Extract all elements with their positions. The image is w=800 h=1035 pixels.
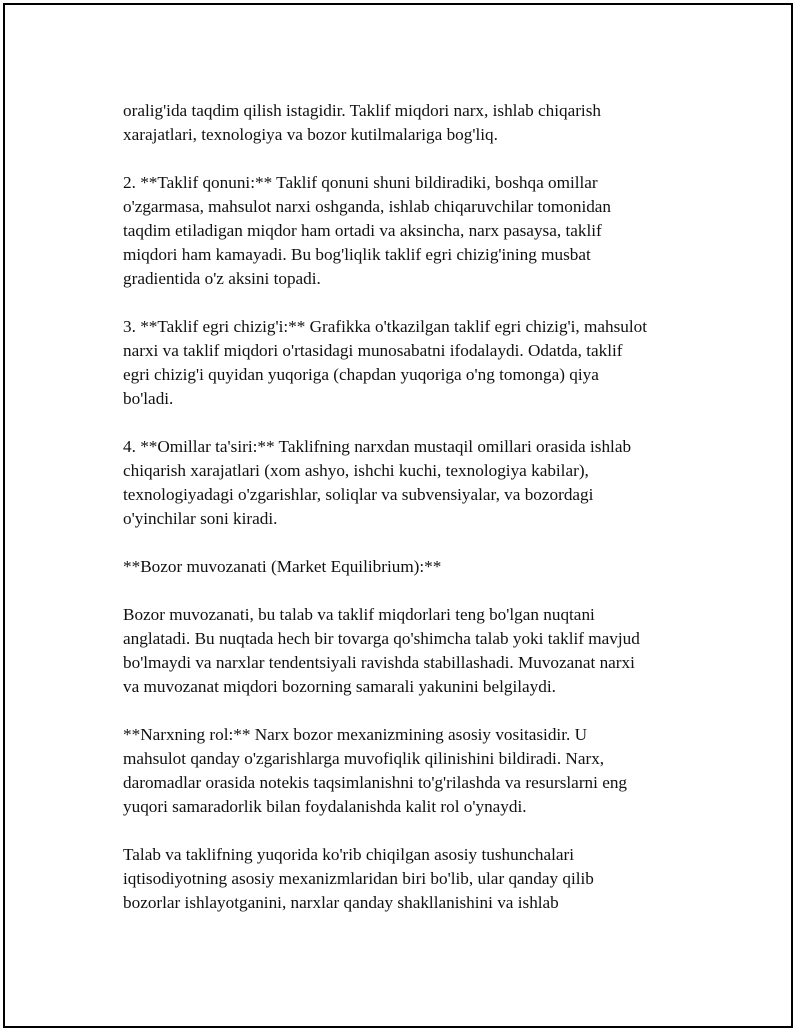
page-frame — [3, 3, 793, 1028]
text-line: yuqori samaradorlik bilan foydalanishda kalit rol o'ynaydi. — [123, 797, 527, 816]
text-line: miqdori ham kamayadi. Bu bog'liqlik taklif egri chizig'ining musbat — [123, 245, 591, 264]
paragraph — [123, 843, 723, 915]
paragraph — [123, 435, 723, 531]
paragraph — [123, 315, 723, 411]
paragraph — [123, 603, 723, 699]
text-line: Talab va taklifning yuqorida ko'rib chiqilgan asosiy tushunchalari — [123, 845, 575, 864]
text-line: mahsulot qanday o'zgarishlarga muvofiqlik qilinishini bildiradi. Narx, — [123, 749, 605, 768]
paragraph-gap — [123, 291, 723, 315]
section-heading — [123, 555, 723, 579]
paragraph-gap — [123, 579, 723, 603]
text-line: texnologiyadagi o'zgarishlar, soliqlar va subvensiyalar, va bozordagi — [123, 485, 594, 504]
text-line: chiqarish xarajatlari (xom ashyo, ishchi kuchi, texnologiya kabilar), — [123, 461, 589, 480]
text-line: anglatadi. Bu nuqtada hech bir tovarga qo'shimcha talab yoki taklif mavjud — [123, 629, 640, 648]
text-line: daromadlar orasida notekis taqsimlanishni to'g'rilashda va resurslarni eng — [123, 773, 628, 792]
text-line: o'yinchilar soni kiradi. — [123, 509, 278, 528]
text-line: 2. **Taklif qonuni:** Taklif qonuni shuni bildiradiki, boshqa omillar — [123, 173, 598, 192]
paragraph — [123, 171, 723, 291]
text-line: 3. **Taklif egri chizig'i:** Grafikka o'tkazilgan taklif egri chizig'i, mahsulot — [123, 317, 648, 336]
text-line: Bozor muvozanati, bu talab va taklif miqdorlari teng bo'lgan nuqtani — [123, 605, 595, 624]
paragraph-gap — [123, 531, 723, 555]
text-line: narxi va taklif miqdori o'rtasidagi munosabatni ifodalaydi. Odatda, taklif — [123, 341, 623, 360]
paragraph-gap — [123, 411, 723, 435]
paragraph — [123, 99, 723, 147]
paragraph — [123, 723, 723, 819]
text-line: o'zgarmasa, mahsulot narxi oshganda, ishlab chiqaruvchilar tomonidan — [123, 197, 612, 216]
text-line: bo'lmaydi va narxlar tendentsiyali ravishda stabillashadi. Muvozanat narxi — [123, 653, 635, 672]
paragraph-gap — [123, 819, 723, 843]
text-line: **Bozor muvozanati (Market Equilibrium):** — [123, 557, 442, 576]
text-line: egri chizig'i quyidan yuqoriga (chapdan yuqoriga o'ng tomonga) qiya — [123, 365, 599, 384]
text-line: gradientida o'z aksini topadi. — [123, 269, 321, 288]
text-line: va muvozanat miqdori bozorning samarali yakunini belgilaydi. — [123, 677, 556, 696]
text-line: bo'ladi. — [123, 389, 174, 408]
text-line: taqdim etiladigan miqdor ham ortadi va aksincha, narx pasaysa, taklif — [123, 221, 602, 240]
text-line: iqtisodiyotning asosiy mexanizmlaridan biri bo'lib, ular qanday qilib — [123, 869, 594, 888]
document-body — [123, 99, 723, 915]
paragraph-gap — [123, 147, 723, 171]
text-line: 4. **Omillar ta'siri:** Taklifning narxdan mustaqil omillari orasida ishlab — [123, 437, 632, 456]
text-line: oralig'ida taqdim qilish istagidir. Taklif miqdori narx, ishlab chiqarish — [123, 101, 601, 120]
text-line: bozorlar ishlayotganini, narxlar qanday shakllanishini va ishlab — [123, 893, 559, 912]
text-line: **Narxning rol:** Narx bozor mexanizmining asosiy vositasidir. U — [123, 725, 587, 744]
paragraph-gap — [123, 699, 723, 723]
text-line: xarajatlari, texnologiya va bozor kutilmalariga bog'liq. — [123, 125, 498, 144]
